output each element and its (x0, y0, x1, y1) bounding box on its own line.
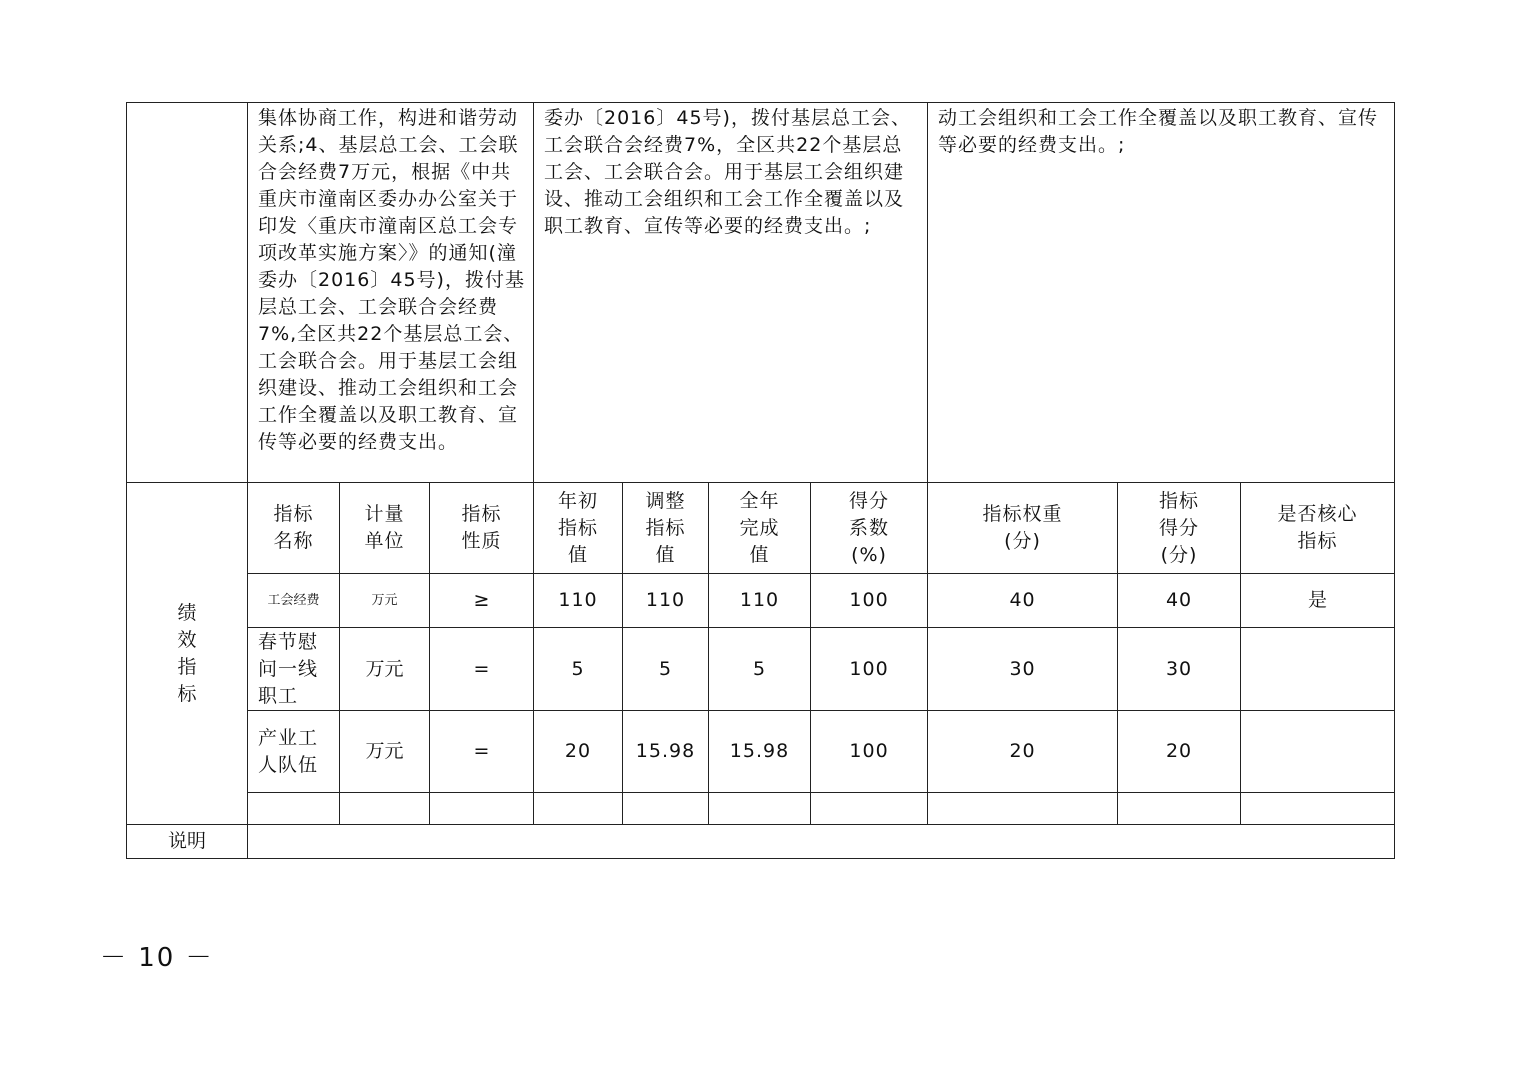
table-row (127, 711, 1395, 793)
cell-nature: = (430, 628, 534, 711)
cell-unit: 万元 (340, 711, 430, 793)
section-label: 绩效指标 (177, 601, 197, 705)
header-unit: 计量 单位 (340, 483, 430, 574)
notes-value (248, 825, 1395, 859)
cell-completed: 5 (709, 628, 811, 711)
cell-weight: 40 (928, 574, 1118, 628)
page-number: － 10 － (100, 943, 214, 973)
cell-score-coefficient: 100 (811, 711, 928, 793)
table-row (127, 793, 1395, 825)
cell-initial-target: 20 (534, 711, 623, 793)
cell-unit: 万元 (340, 628, 430, 711)
header-score-coefficient: 得分 系数 (%) (811, 483, 928, 574)
cell-adjusted-target: 110 (623, 574, 709, 628)
cell-empty (534, 793, 623, 825)
header-weight: 指标权重 (分) (928, 483, 1118, 574)
description-col1: 集体协商工作，构进和谐劳动关系;4、基层总工会、工会联合会经费7万元，根据《中共重庆市潼南区委办办公室关于印发〈重庆市潼南区总工会专项改革实施方案〉》的通知(潼委办〔2016〕45号)，拨付基层总工会、工会联合会经费7%,全区共22个基层总工会、工会联合会。用于基层工会组织建设、推动工会组织和工会工作全覆盖以及职工教育、宣传等必要的经费支出。 (248, 103, 534, 483)
description-col2: 委办〔2016〕45号)，拨付基层总工会、工会联合会经费7%，全区共22个基层总工会、工会联合会。用于基层工会组织建设、推动工会组织和工会工作全覆盖以及职工教育、宣传等必要的经费支出。; (534, 103, 928, 483)
table-row (127, 574, 1395, 628)
cell-empty (623, 793, 709, 825)
header-indicator-name: 指标 名称 (248, 483, 340, 574)
header-completed: 全年 完成 值 (709, 483, 811, 574)
header-is-core: 是否核心 指标 (1241, 483, 1395, 574)
cell-is-core: 是 (1241, 574, 1395, 628)
cell-adjusted-target: 5 (623, 628, 709, 711)
description-row (127, 103, 1395, 483)
cell-empty (248, 793, 340, 825)
cell-empty (709, 793, 811, 825)
cell-weight: 20 (928, 711, 1118, 793)
header-row (127, 483, 1395, 574)
header-initial-target: 年初 指标 值 (534, 483, 623, 574)
cell-score-coefficient: 100 (811, 628, 928, 711)
cell-empty (1118, 793, 1241, 825)
header-score: 指标 得分 (分) (1118, 483, 1241, 574)
cell-score: 30 (1118, 628, 1241, 711)
cell-is-core (1241, 628, 1395, 711)
cell-empty (1241, 793, 1395, 825)
cell-score-coefficient: 100 (811, 574, 928, 628)
cell-empty (340, 793, 430, 825)
cell-initial-target: 110 (534, 574, 623, 628)
cell-empty (430, 793, 534, 825)
cell-indicator-name: 春节慰问一线职工 (248, 628, 340, 711)
cell-score: 20 (1118, 711, 1241, 793)
cell-unit: 万元 (340, 574, 430, 628)
label-cell-empty (127, 103, 248, 483)
section-label-cell (127, 483, 248, 825)
cell-adjusted-target: 15.98 (623, 711, 709, 793)
header-adjusted-target: 调整 指标 值 (623, 483, 709, 574)
cell-weight: 30 (928, 628, 1118, 711)
performance-table (126, 102, 1395, 859)
cell-empty (928, 793, 1118, 825)
cell-completed: 15.98 (709, 711, 811, 793)
cell-nature: = (430, 711, 534, 793)
cell-is-core (1241, 711, 1395, 793)
cell-initial-target: 5 (534, 628, 623, 711)
notes-label: 说明 (127, 825, 248, 859)
header-nature: 指标 性质 (430, 483, 534, 574)
cell-indicator-name: 工会经费 (248, 574, 340, 628)
cell-nature: ≥ (430, 574, 534, 628)
cell-indicator-name: 产业工人队伍 (248, 711, 340, 793)
notes-row (127, 825, 1395, 859)
description-col3: 动工会组织和工会工作全覆盖以及职工教育、宣传等必要的经费支出。; (928, 103, 1395, 483)
cell-completed: 110 (709, 574, 811, 628)
cell-empty (811, 793, 928, 825)
cell-score: 40 (1118, 574, 1241, 628)
table-row (127, 628, 1395, 711)
